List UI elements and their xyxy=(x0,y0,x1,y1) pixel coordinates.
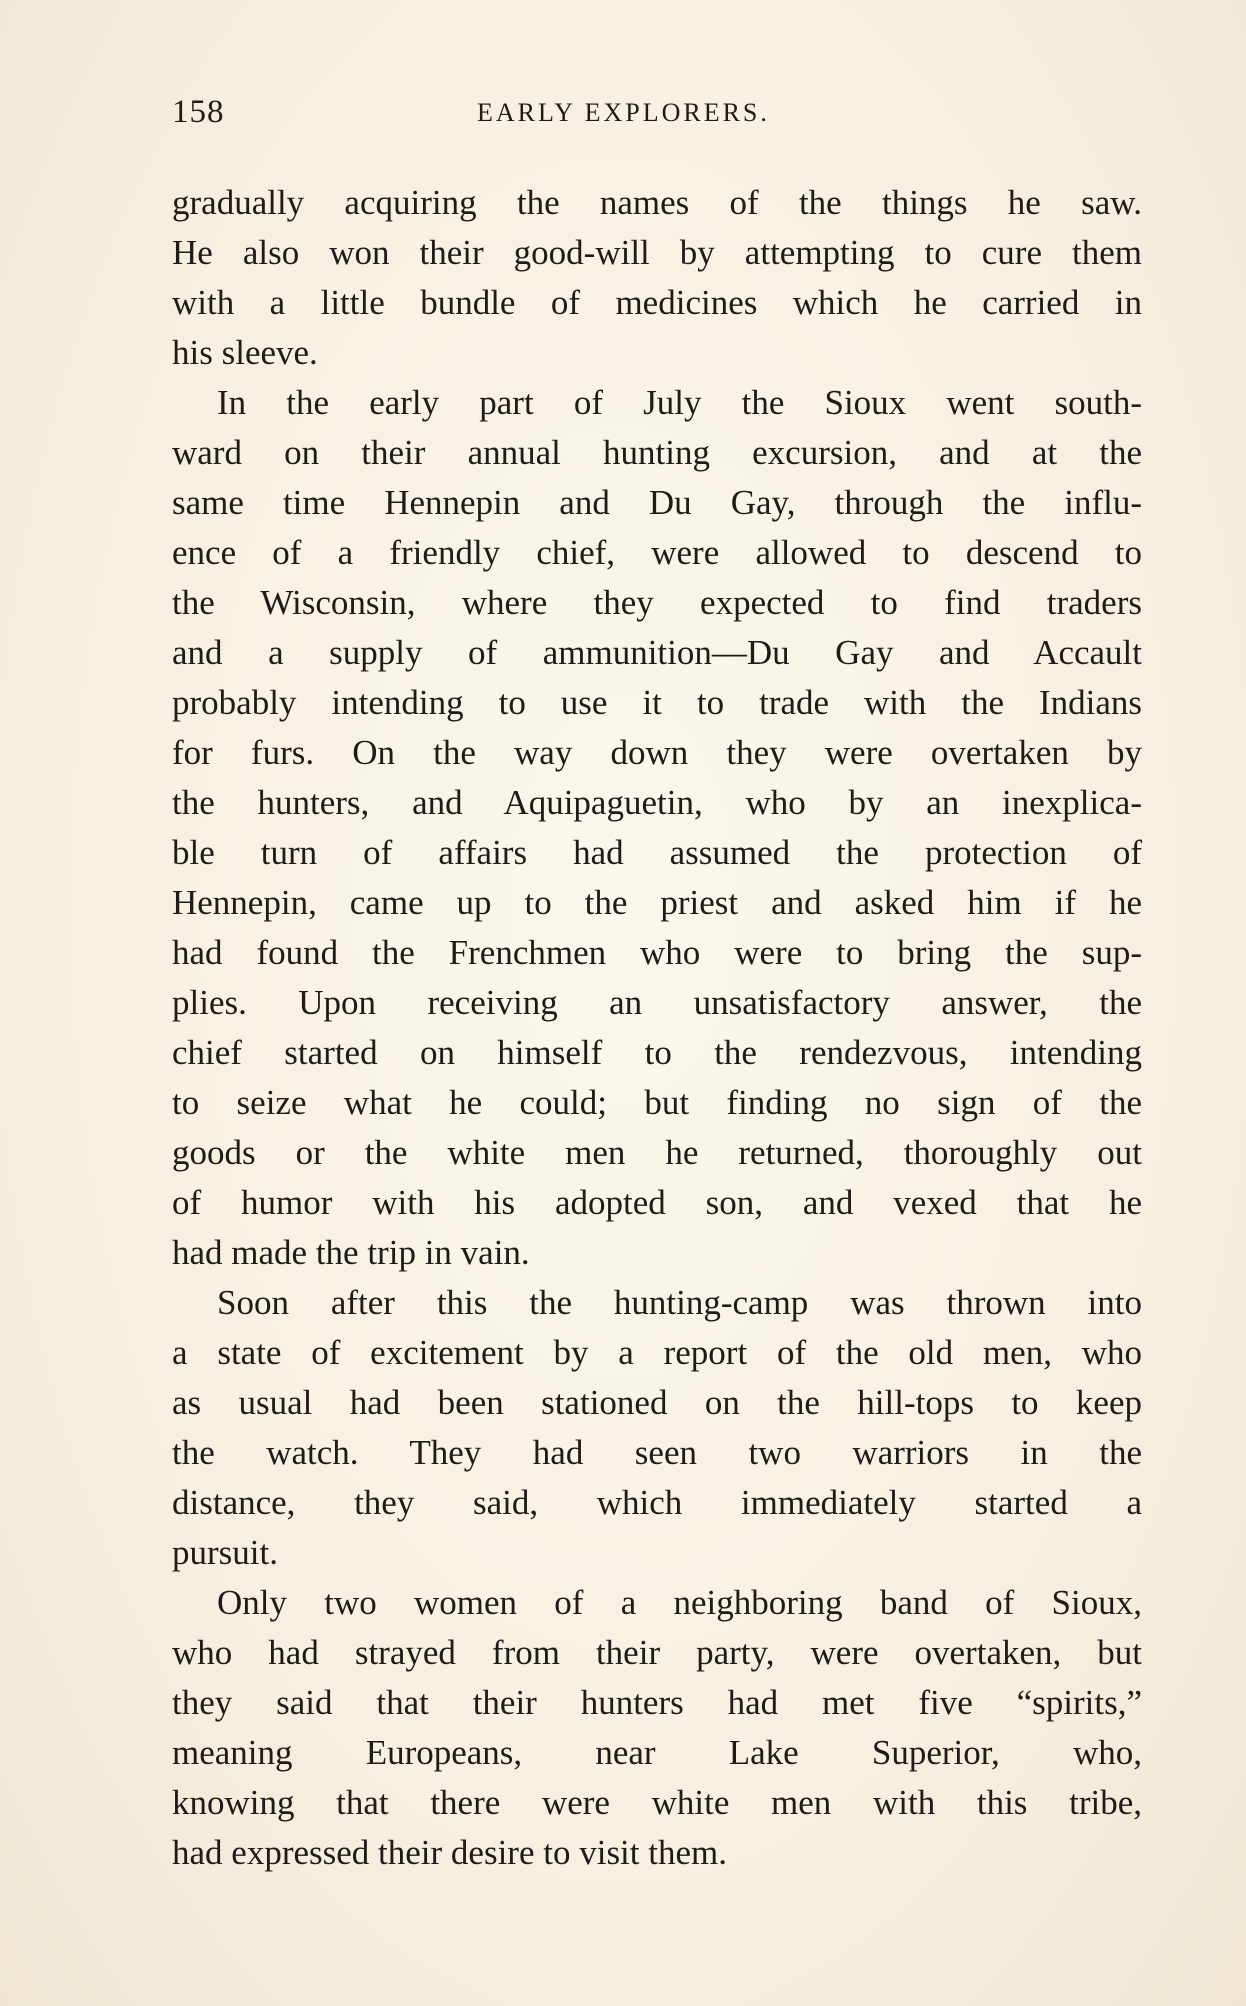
text-line: they said that their hunters had met five “spirits,” xyxy=(172,1683,1142,1722)
text-line: Hennepin, came up to the priest and asked him if he xyxy=(172,883,1142,922)
text-line: Only two women of a neighboring band of Sioux, xyxy=(217,1583,1142,1622)
text-line: probably intending to use it to trade with the Indians xyxy=(172,683,1142,722)
text-line: had expressed their desire to visit them. xyxy=(172,1833,727,1872)
text-line: as usual had been stationed on the hill-tops to keep xyxy=(172,1383,1142,1422)
body-text xyxy=(172,178,1142,1878)
text-line: In the early part of July the Sioux went south- xyxy=(217,383,1142,422)
text-line: distance, they said, which immediately started a xyxy=(172,1483,1142,1522)
text-line: same time Hennepin and Du Gay, through the influ- xyxy=(172,483,1142,522)
page-number: 158 xyxy=(172,94,225,130)
running-head: EARLY EXPLORERS. xyxy=(477,98,770,127)
text-line: Soon after this the hunting-camp was thrown into xyxy=(217,1283,1142,1322)
text-line: of humor with his adopted son, and vexed that he xyxy=(172,1183,1142,1222)
text-line: chief started on himself to the rendezvous, intending xyxy=(172,1033,1142,1072)
text-line: a state of excitement by a report of the old men, who xyxy=(172,1333,1142,1372)
text-line: his sleeve. xyxy=(172,333,318,372)
text-line: for furs. On the way down they were overtaken by xyxy=(172,733,1142,772)
page-header xyxy=(172,94,1142,134)
text-line: goods or the white men he returned, thoroughly out xyxy=(172,1133,1142,1172)
text-line: He also won their good-will by attempting to cure them xyxy=(172,233,1142,272)
text-line: meaning Europeans, near Lake Superior, who, xyxy=(172,1733,1142,1772)
text-line: pursuit. xyxy=(172,1533,278,1572)
text-line: gradually acquiring the names of the things he saw. xyxy=(172,183,1142,222)
text-line: the Wisconsin, where they expected to find traders xyxy=(172,583,1142,622)
text-line: had made the trip in vain. xyxy=(172,1233,530,1272)
text-line: with a little bundle of medicines which he carried in xyxy=(172,283,1142,322)
text-line: to seize what he could; but finding no sign of the xyxy=(172,1083,1142,1122)
text-line: plies. Upon receiving an unsatisfactory answer, the xyxy=(172,983,1142,1022)
text-line: and a supply of ammunition—Du Gay and Accault xyxy=(172,633,1142,672)
text-line: the watch. They had seen two warriors in the xyxy=(172,1433,1142,1472)
text-line: knowing that there were white men with this tribe, xyxy=(172,1783,1142,1822)
text-line: ence of a friendly chief, were allowed to descend to xyxy=(172,533,1142,572)
text-line: the hunters, and Aquipaguetin, who by an inexplica- xyxy=(172,783,1142,822)
text-line: ble turn of affairs had assumed the protection of xyxy=(172,833,1142,872)
text-line: ward on their annual hunting excursion, and at the xyxy=(172,433,1142,472)
text-line: had found the Frenchmen who were to bring the sup- xyxy=(172,933,1142,972)
text-line: who had strayed from their party, were overtaken, but xyxy=(172,1633,1142,1672)
